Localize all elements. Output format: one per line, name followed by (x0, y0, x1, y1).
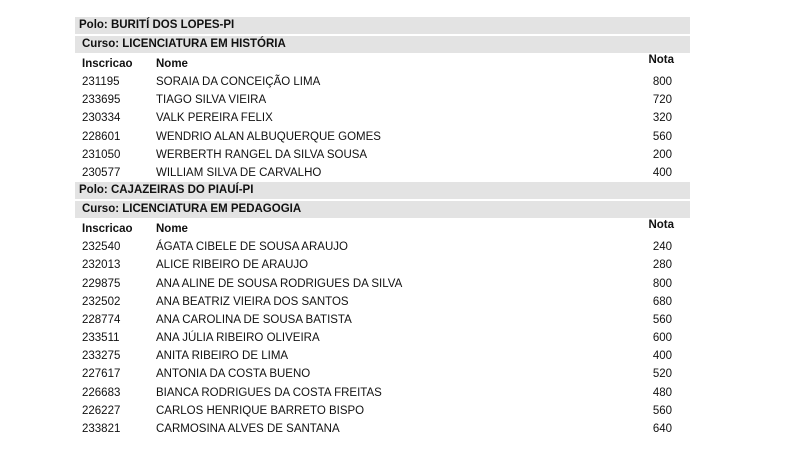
column-header-nota: Nota (648, 54, 674, 66)
nome-cell: SORAIA DA CONCEIÇÃO LIMA (156, 76, 321, 88)
nome-cell: WERBERTH RANGEL DA SILVA SOUSA (156, 148, 368, 161)
inscricao-cell: 232540 (82, 241, 121, 254)
column-header-nota: Nota (648, 219, 674, 232)
nota-cell: 720 (652, 94, 672, 107)
inscricao-cell: 228601 (82, 130, 121, 143)
table-row (75, 146, 690, 164)
table-header (75, 56, 690, 73)
table-row (75, 238, 690, 256)
column-header-nome: Nome (156, 58, 188, 70)
inscricao-cell: 233275 (82, 350, 121, 363)
table-row (75, 311, 690, 329)
table-row (75, 420, 690, 438)
inscricao-cell: 232502 (82, 295, 121, 308)
results-document (75, 17, 690, 438)
nome-cell: CARMOSINA ALVES DE SANTANA (156, 423, 340, 435)
nome-cell: ANA BEATRIZ VIEIRA DOS SANTOS (156, 295, 349, 308)
nome-cell: ANA ALINE DE SOUSA RODRIGUES DA SILVA (156, 277, 403, 290)
nome-cell: ANITA RIBEIRO DE LIMA (156, 350, 289, 363)
table-row (75, 329, 690, 347)
table-row (75, 293, 690, 311)
table-row (75, 91, 690, 109)
inscricao-cell: 228774 (82, 313, 121, 326)
nome-cell: ALICE RIBEIRO DE ARAUJO (156, 259, 309, 272)
inscricao-cell: 226227 (82, 404, 121, 417)
nome-cell: ANTONIA DA COSTA BUENO (156, 368, 311, 381)
nome-cell: BIANCA RODRIGUES DA COSTA FREITAS (156, 386, 382, 399)
inscricao-cell: 229875 (82, 277, 121, 290)
column-header-nome: Nome (156, 223, 188, 236)
inscricao-cell: 233695 (82, 94, 121, 107)
curso-header: Curso: LICENCIATURA EM HISTÓRIA (75, 36, 690, 53)
nota-cell: 400 (652, 350, 672, 363)
table-row (75, 275, 690, 293)
polo-header: Polo: BURITÍ DOS LOPES-PI (75, 17, 690, 34)
inscricao-cell: 226683 (82, 386, 121, 399)
nota-cell: 560 (652, 130, 672, 143)
polo-section (75, 17, 690, 182)
table-row (75, 164, 690, 182)
table-row (75, 347, 690, 365)
curso-header: Curso: LICENCIATURA EM PEDAGOGIA (75, 201, 690, 218)
inscricao-cell: 232013 (82, 259, 121, 272)
nota-cell: 560 (652, 313, 672, 326)
nome-cell: CARLOS HENRIQUE BARRETO BISPO (156, 404, 365, 417)
column-header-inscricao: Inscricao (82, 223, 133, 236)
nota-cell: 480 (652, 386, 672, 399)
nome-cell: ÁGATA CIBELE DE SOUSA ARAUJO (156, 241, 348, 254)
nota-cell: 320 (652, 112, 672, 125)
nome-cell: WILLIAM SILVA DE CARVALHO (156, 166, 322, 179)
nome-cell: TIAGO SILVA VIEIRA (156, 94, 267, 107)
nota-cell: 280 (652, 259, 672, 272)
table-header (75, 221, 690, 238)
table-row (75, 402, 690, 420)
inscricao-cell: 231195 (82, 76, 120, 88)
inscricao-cell: 227617 (82, 368, 121, 381)
nota-cell: 400 (652, 166, 672, 179)
nome-cell: ANA CAROLINA DE SOUSA BATISTA (156, 313, 352, 326)
nome-cell: ANA JÚLIA RIBEIRO OLIVEIRA (156, 332, 320, 345)
table-row (75, 109, 690, 127)
nota-cell: 800 (652, 76, 672, 88)
polo-section (75, 182, 690, 438)
nota-cell: 600 (652, 332, 672, 345)
nota-cell: 800 (652, 277, 672, 290)
inscricao-cell: 233821 (82, 423, 121, 435)
nota-cell: 640 (652, 423, 672, 435)
table-row (75, 73, 690, 91)
table-row (75, 128, 690, 146)
nota-cell: 560 (652, 404, 672, 417)
polo-header: Polo: CAJAZEIRAS DO PIAUÍ-PI (75, 182, 690, 199)
nota-cell: 680 (652, 295, 672, 308)
table-row (75, 384, 690, 402)
table-row (75, 256, 690, 274)
nota-cell: 240 (652, 241, 672, 254)
nota-cell: 520 (652, 368, 672, 381)
inscricao-cell: 230334 (82, 112, 121, 125)
inscricao-cell: 230577 (82, 166, 121, 179)
inscricao-cell: 231050 (82, 148, 121, 161)
table-row (75, 365, 690, 383)
nome-cell: WENDRIO ALAN ALBUQUERQUE GOMES (156, 130, 381, 143)
inscricao-cell: 233511 (82, 332, 120, 345)
nota-cell: 200 (652, 148, 672, 161)
column-header-inscricao: Inscricao (82, 58, 133, 70)
nome-cell: VALK PEREIRA FELIX (156, 112, 273, 125)
